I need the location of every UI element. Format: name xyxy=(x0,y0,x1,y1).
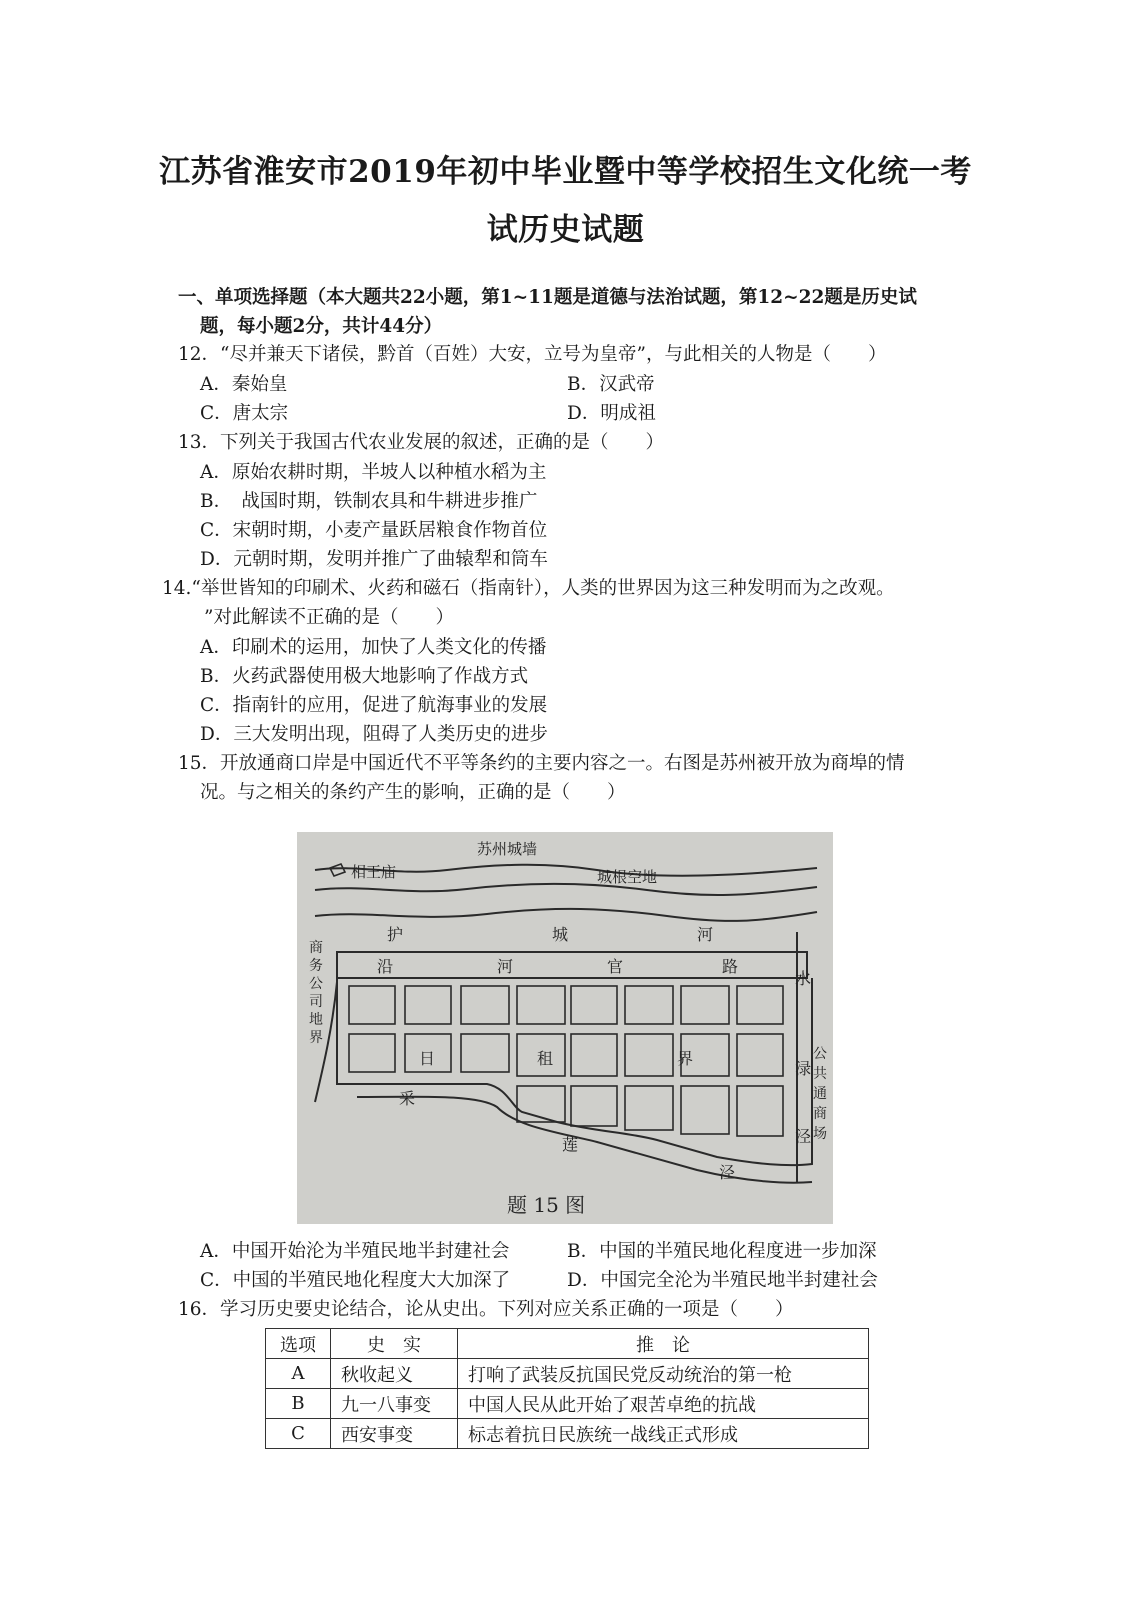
row-c-option: C xyxy=(266,1419,331,1449)
map-label-west-3: 公 xyxy=(309,976,323,992)
map-label-concession-2: 租 xyxy=(537,1049,554,1068)
map-label-west-2: 务 xyxy=(309,958,323,974)
q14-option-d: D．三大发明出现，阻碍了人类历史的进步 xyxy=(200,724,548,745)
map-label-moat-1: 护 xyxy=(387,925,404,944)
map-label-west-5: 地 xyxy=(309,1012,323,1028)
q13-option-a: A．原始农耕时期，半坡人以种植水稻为主 xyxy=(200,462,547,483)
suzhou-concession-map xyxy=(297,832,833,1224)
section-heading-line-1: 一、单项选择题（本大题共22小题，第1~11题是道德与法治试题，第12~22题是历史试 xyxy=(178,287,917,308)
row-a-option: A xyxy=(266,1359,331,1389)
map-label-open-land: 城根空地 xyxy=(597,868,658,886)
exam-title-line-1: 江苏省淮安市2019年初中毕业暨中等学校招生文化统一考 xyxy=(159,154,972,190)
q13-option-d: D．元朝时期，发明并推广了曲辕犁和筒车 xyxy=(200,549,548,570)
q12-option-d: D．明成祖 xyxy=(567,403,656,424)
table-row xyxy=(266,1359,869,1389)
row-c-inference: 标志着抗日民族统一战线正式形成 xyxy=(458,1419,869,1449)
row-b-fact: 九一八事变 xyxy=(331,1389,458,1419)
grid-blocks xyxy=(349,986,783,1136)
q16-stem: 16．学习历史要史论结合，论从史出。下列对应关系正确的一项是（ ） xyxy=(178,1299,794,1320)
map-label-concession-3: 界 xyxy=(677,1049,694,1068)
map-label-east-market-2: 共 xyxy=(813,1066,827,1082)
q13-option-b: B． 战国时期，铁制农具和牛耕进步推广 xyxy=(200,491,538,512)
q14-stem-line-2: ”对此解读不正确的是（ ） xyxy=(204,607,454,628)
row-c-fact: 西安事变 xyxy=(331,1419,458,1449)
map-label-east-market-5: 场 xyxy=(813,1126,827,1142)
map-label-road-4: 路 xyxy=(722,957,739,976)
header-option: 选项 xyxy=(266,1329,331,1359)
map-label-east-water: 水 xyxy=(795,969,812,988)
map-label-wall: 苏州城墙 xyxy=(477,840,538,858)
q13-stem: 13．下列关于我国古代农业发展的叙述，正确的是（ ） xyxy=(178,432,665,453)
map-label-east-market-1: 公 xyxy=(813,1046,827,1062)
map-label-concession-1: 日 xyxy=(419,1049,436,1068)
map-label-east-lu: 渌 xyxy=(795,1059,812,1078)
q16-table xyxy=(265,1328,869,1449)
map-label-east-market-3: 通 xyxy=(813,1086,827,1102)
q14-option-c: C．指南针的应用，促进了航海事业的发展 xyxy=(200,695,548,716)
row-b-inference: 中国人民从此开始了艰苦卓绝的抗战 xyxy=(458,1389,869,1419)
q14-option-b: B．火药武器使用极大地影响了作战方式 xyxy=(200,666,529,687)
map-label-east-market-4: 商 xyxy=(813,1106,827,1122)
q13-option-c: C．宋朝时期，小麦产量跃居粮食作物首位 xyxy=(200,520,548,541)
moat-line xyxy=(315,909,817,921)
section-heading-line-2: 题，每小题2分，共计44分） xyxy=(200,316,443,337)
q12-option-a: A．秦始皇 xyxy=(200,374,288,395)
q12-option-c: C．唐太宗 xyxy=(200,403,289,424)
map-label-west-1: 商 xyxy=(309,940,323,956)
table-row xyxy=(266,1389,869,1419)
q12-stem: 12．“尽并兼天下诸侯，黔首（百姓）大安，立号为皇帝”，与此相关的人物是（ ） xyxy=(178,344,887,365)
map-label-west-6: 界 xyxy=(309,1030,323,1046)
map-label-right-low: 泾 xyxy=(719,1163,736,1182)
q15-stem-line-2: 况。与之相关的条约产生的影响，正确的是（ ） xyxy=(200,782,626,803)
map-label-road-3: 官 xyxy=(607,957,624,976)
figure-caption: 题 15 图 xyxy=(507,1193,586,1217)
exam-title-line-2: 试历史试题 xyxy=(486,212,645,248)
q14-stem-line-1: 14.“举世皆知的印刷术、火药和磁石（指南针），人类的世界因为这三种发明而为之改观。 xyxy=(162,578,895,599)
south-river xyxy=(357,1097,812,1183)
q12-option-b: B．汉武帝 xyxy=(567,374,655,395)
map-label-temple: 相王庙 xyxy=(351,863,397,881)
map-label-west-4: 司 xyxy=(309,994,323,1010)
q15-option-d: D．中国完全沦为半殖民地半封建社会 xyxy=(567,1270,878,1291)
map-label-moat-2: 城 xyxy=(552,925,569,944)
table-header-row xyxy=(266,1329,869,1359)
map-label-moat-3: 河 xyxy=(697,925,714,944)
city-wall-line-2 xyxy=(315,884,817,895)
q15-option-b: B．中国的半殖民地化程度进一步加深 xyxy=(567,1241,877,1262)
q15-option-c: C．中国的半殖民地化程度大大加深了 xyxy=(200,1270,511,1291)
map-label-center-bottom: 莲 xyxy=(562,1135,579,1154)
q14-option-a: A．印刷术的运用，加快了人类文化的传播 xyxy=(200,637,547,658)
row-a-inference: 打响了武装反抗国民党反动统治的第一枪 xyxy=(458,1359,869,1389)
header-inference: 推 论 xyxy=(458,1329,869,1359)
map-label-road-2: 河 xyxy=(497,957,514,976)
q15-stem-line-1: 15．开放通商口岸是中国近代不平等条约的主要内容之一。右图是苏州被开放为商埠的情 xyxy=(178,753,905,774)
header-fact: 史 实 xyxy=(331,1329,458,1359)
row-b-option: B xyxy=(266,1389,331,1419)
map-label-road-1: 沿 xyxy=(377,957,394,976)
row-a-fact: 秋收起义 xyxy=(331,1359,458,1389)
map-label-left-bottom: 采 xyxy=(399,1089,416,1108)
map-label-east-jing: 泾 xyxy=(795,1127,812,1146)
q15-option-a: A．中国开始沦为半殖民地半封建社会 xyxy=(200,1241,510,1262)
temple-symbol xyxy=(330,864,345,876)
map-drawing xyxy=(297,832,833,1224)
table-row xyxy=(266,1419,869,1449)
